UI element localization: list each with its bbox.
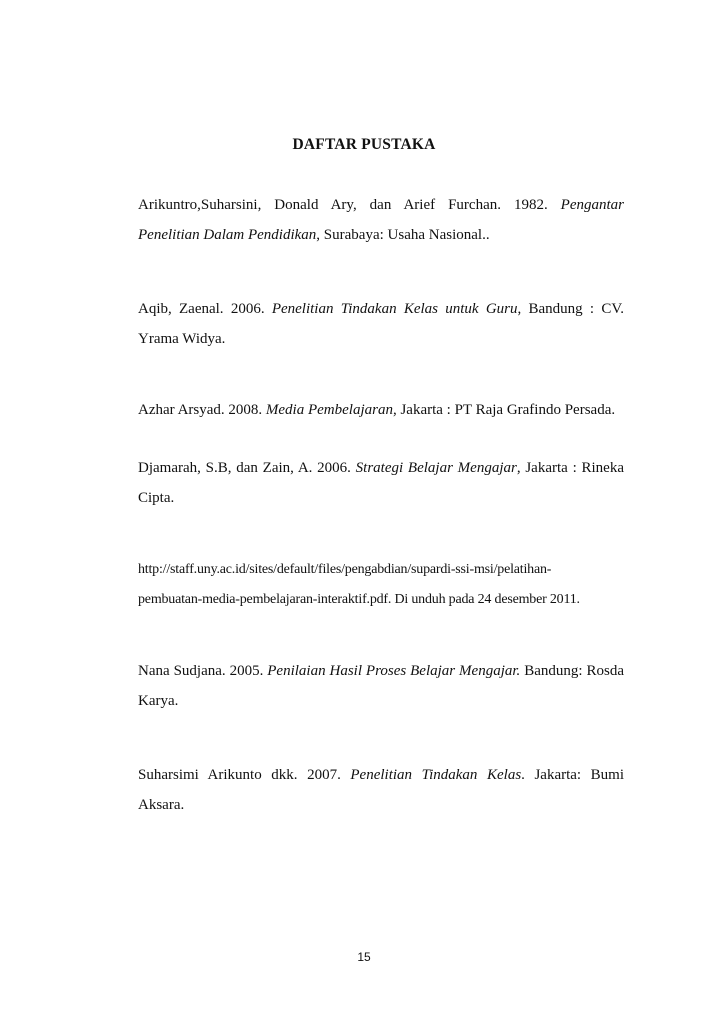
reference-text: Djamarah, S.B, dan Zain, A. 2006. xyxy=(138,460,356,476)
reference-title: Strategi Belajar Mengajar xyxy=(355,460,517,476)
reference-title: Penilaian Hasil Proses Belajar Mengajar. xyxy=(267,663,521,679)
reference-text: . Jakarta: Bumi Aksara. xyxy=(138,767,624,813)
reference-text: Azhar Arsyad. 2008. xyxy=(138,402,266,418)
reference-entry xyxy=(138,760,624,820)
reference-entry xyxy=(138,190,624,250)
reference-text: Bandung: Rosda Karya. xyxy=(138,663,624,709)
reference-entry xyxy=(138,453,624,513)
reference-text: , Jakarta : Rineka Cipta. xyxy=(138,460,624,506)
reference-text: Suharsimi Arikunto dkk. 2007. xyxy=(138,767,351,783)
reference-text: Nana Sudjana. 2005. xyxy=(138,663,268,679)
reference-title: Pengantar Penelitian Dalam Pendidikan xyxy=(138,197,624,243)
reference-text: , Jakarta : PT Raja Grafindo Persada. xyxy=(392,402,616,418)
reference-entry xyxy=(138,395,624,425)
reference-entry xyxy=(138,555,624,615)
page-title: DAFTAR PUSTAKA xyxy=(292,136,436,153)
reference-title: Penelitian Tindakan Kelas xyxy=(350,767,522,783)
reference-entry xyxy=(138,656,624,716)
reference-title: Penelitian Tindakan Kelas untuk Guru xyxy=(271,301,518,317)
reference-text: Aqib, Zaenal. 2006. xyxy=(138,301,272,317)
reference-text: Arikuntro,Suharsini, Donald Ary, dan Arief Furchan. 1982. xyxy=(138,197,561,213)
reference-entry xyxy=(138,294,624,354)
reference-title: Media Pembelajaran xyxy=(265,402,393,418)
reference-text: , Surabaya: Usaha Nasional.. xyxy=(316,227,490,243)
reference-url-line: pembuatan-media-pembelajaran-interaktif.pdf. Di unduh pada 24 desember 2011. xyxy=(138,592,580,607)
reference-text: , Bandung : CV. Yrama Widya. xyxy=(138,301,624,347)
page-number: 15 xyxy=(357,950,371,964)
reference-url-line: http://staff.uny.ac.id/sites/default/files/pengabdian/supardi-ssi-msi/pelatihan- xyxy=(138,562,552,577)
